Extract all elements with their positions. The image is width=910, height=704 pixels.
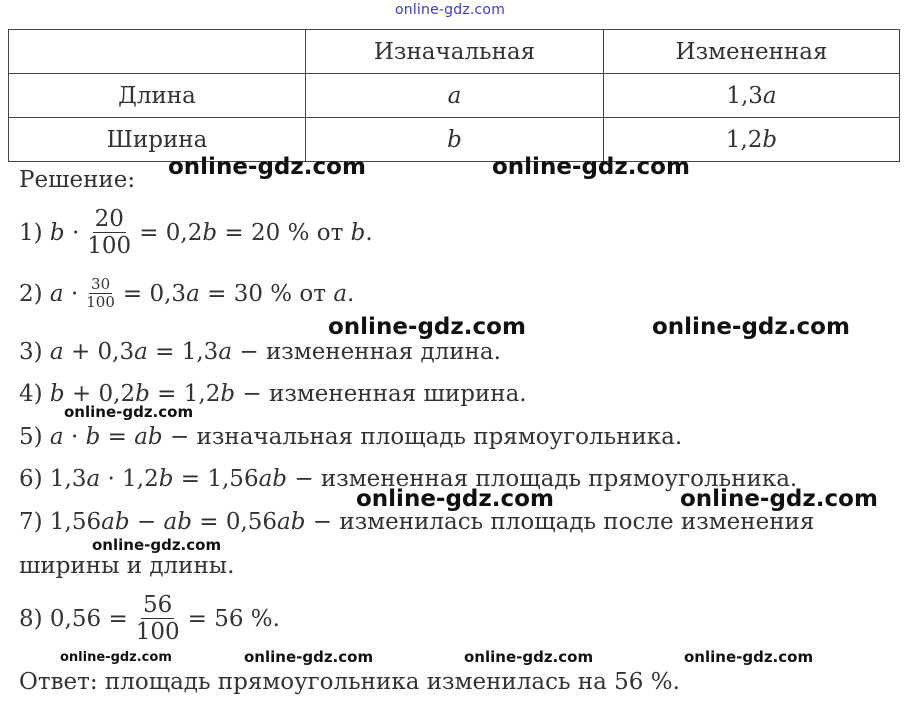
- table-header-row: [9, 30, 900, 74]
- solution-step-7: 7) 1,56ab − ab = 0,56ab − изменилась площадь после изменения: [19, 509, 815, 535]
- solution-step-4: 4) b + 0,2b = 1,2b − измененная ширина.: [19, 381, 527, 407]
- watermark: online-gdz.com: [684, 648, 814, 666]
- solution-step-6: 6) 1,3a · 1,2b = 1,56ab − измененная площадь прямоугольника.: [19, 466, 798, 492]
- site-watermark-top: online-gdz.com: [395, 2, 506, 18]
- fraction: $\frac{20}{100}$: [87, 206, 132, 260]
- watermark: online-gdz.com: [64, 403, 194, 421]
- solution-step-5: 5) a · b = ab − изначальная площадь прямоугольника.: [19, 424, 683, 450]
- fraction: $\frac{56}{100}$: [135, 592, 180, 646]
- changed-value: 1,2b: [604, 118, 900, 162]
- table-row: [9, 118, 900, 162]
- watermark: online-gdz.com: [168, 154, 366, 180]
- answer-text: Ответ: площадь прямоугольника изменилась на 56 %.: [19, 669, 680, 695]
- watermark: online-gdz.com: [356, 486, 554, 512]
- solution-step-2: 2) a · $\frac{30}{100}$ = 0,3 a = 30 % от a .: [19, 275, 355, 312]
- watermark: online-gdz.com: [328, 314, 526, 340]
- watermark: online-gdz.com: [60, 650, 172, 665]
- dimensions-table: [8, 29, 900, 162]
- fraction: $\frac{30}{100}$: [86, 275, 115, 312]
- solution-step-7-continuation: ширины и длины.: [19, 553, 235, 579]
- watermark: online-gdz.com: [680, 486, 878, 512]
- table-header-cell: Измененная: [604, 30, 900, 74]
- solution-step-8: 8) 0,56 = $\frac{56}{100}$ = 56 %.: [19, 592, 280, 646]
- original-value: a: [306, 74, 604, 118]
- watermark: online-gdz.com: [652, 314, 850, 340]
- table-row: [9, 74, 900, 118]
- watermark: online-gdz.com: [464, 648, 594, 666]
- solution-step-3: 3) a + 0,3a = 1,3a − измененная длина.: [19, 339, 501, 365]
- row-label: Ширина: [9, 118, 306, 162]
- watermark: online-gdz.com: [244, 648, 374, 666]
- row-label: Длина: [9, 74, 306, 118]
- table-header-cell: Изначальная: [306, 30, 604, 74]
- table-header-cell: [9, 30, 306, 74]
- original-value: b: [306, 118, 604, 162]
- watermark: online-gdz.com: [92, 536, 222, 554]
- solution-heading: Решение:: [19, 167, 136, 193]
- solution-step-1: 1) b · $\frac{20}{100}$ = 0,2 b = 20 % от b .: [19, 206, 373, 260]
- changed-value: 1,3a: [604, 74, 900, 118]
- watermark: online-gdz.com: [492, 154, 690, 180]
